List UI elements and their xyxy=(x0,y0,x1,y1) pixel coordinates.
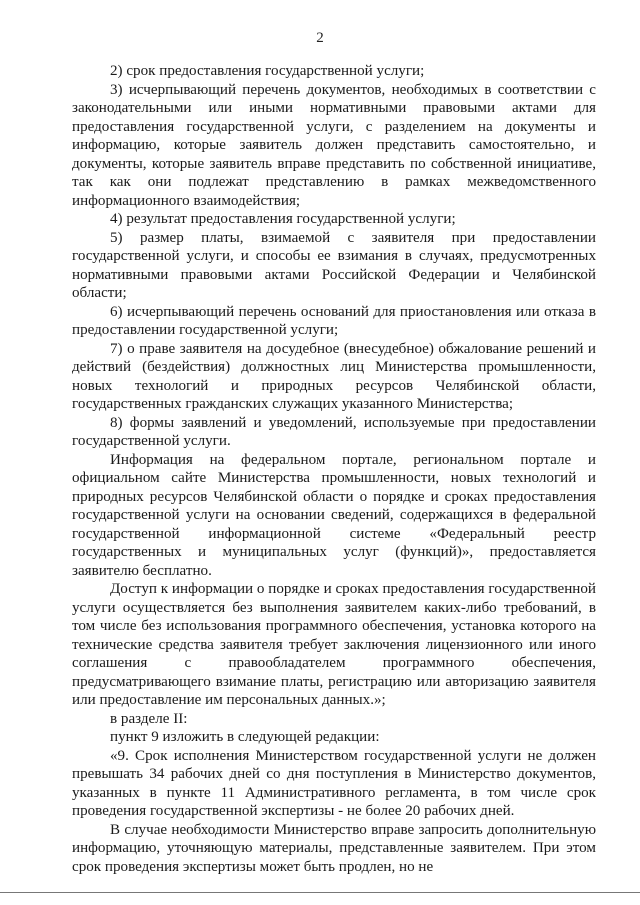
paragraph-item-7: 7) о праве заявителя на досудебное (внесудебное) обжалование решений и действий (бездействия) должностных лиц Министерства промышленности, новых технологий и природных ресурсов Челябинской области, государственных гражданских служащих указанного Министерства; xyxy=(72,340,596,412)
paragraph-item-6: 6) исчерпывающий перечень оснований для приостановления или отказа в предоставлении государственной услуги; xyxy=(72,303,596,338)
paragraph-item-8: 8) формы заявлений и уведомлений, используемые при предоставлении государственной услуги. xyxy=(72,414,596,449)
page-number: 2 xyxy=(316,30,324,46)
paragraph-item-2: 2) срок предоставления государственной услуги; xyxy=(110,63,425,79)
paragraph-point-9-text: «9. Срок исполнения Министерством государственной услуги не должен превышать 34 рабочих дней со дня поступления в Министерство документов, указанных в пункте 11 Административного регламента, в том числе срок проведения государственной экспертизы - не более 20 рабочих дней. xyxy=(72,747,596,819)
paragraph-point-9-intro: пункт 9 изложить в следующей редакции: xyxy=(110,729,380,745)
paragraph-section-ii: в разделе II: xyxy=(110,710,188,727)
document-body xyxy=(72,62,596,876)
paragraph-item-3: 3) исчерпывающий перечень документов, необходимых в соответствии с законодательными или иными нормативными правовыми актами для предоставления государственной услуги, с разделением на документы и информацию, которые заявитель должен представить самостоятельно, и документы, которые заявитель вправе представить по собственной инициативе, так как они подлежат представлению в рамках межведомственного информационного взаимодействия; xyxy=(72,81,596,209)
paragraph-item-5: 5) размер платы, взимаемой с заявителя при предоставлении государственной услуги, и способы ее взимания в случаях, предусмотренных нормативными правовыми актами Российской Федерации и Челябинской области; xyxy=(72,229,596,301)
paragraph-item-4: 4) результат предоставления государственной услуги; xyxy=(110,211,456,227)
paragraph-access-info: Доступ к информации о порядке и сроках предоставления государственной услуги осуществляется без выполнения заявителем каких-либо требований, в том числе без использования программного обеспечения, установка которого на технические средства заявителя требует заключения лицензионного или иного соглашения с правообладателем программного обеспечения, предусматривающего взимание платы, регистрацию или авторизацию заявителя или предоставление им персональных данных.»; xyxy=(72,581,596,708)
paragraph-portal-info: Информация на федеральном портале, региональном портале и официальном сайте Министерства промышленности, новых технологий и природных ресурсов Челябинской области о порядке и сроках предоставления государственной услуги на основании сведений, содержащихся в федеральной государственной информационной системе «Федеральный реестр государственных и муниципальных услуг (функций)», предоставляется заявителю бесплатно. xyxy=(72,451,596,579)
paragraph-additional-info: В случае необходимости Министерство вправе запросить дополнительную информацию, уточняющую материалы, представленные заявителем. При этом срок проведения экспертизы может быть продлен, но не xyxy=(72,821,596,875)
page-bottom-rule xyxy=(0,892,640,894)
